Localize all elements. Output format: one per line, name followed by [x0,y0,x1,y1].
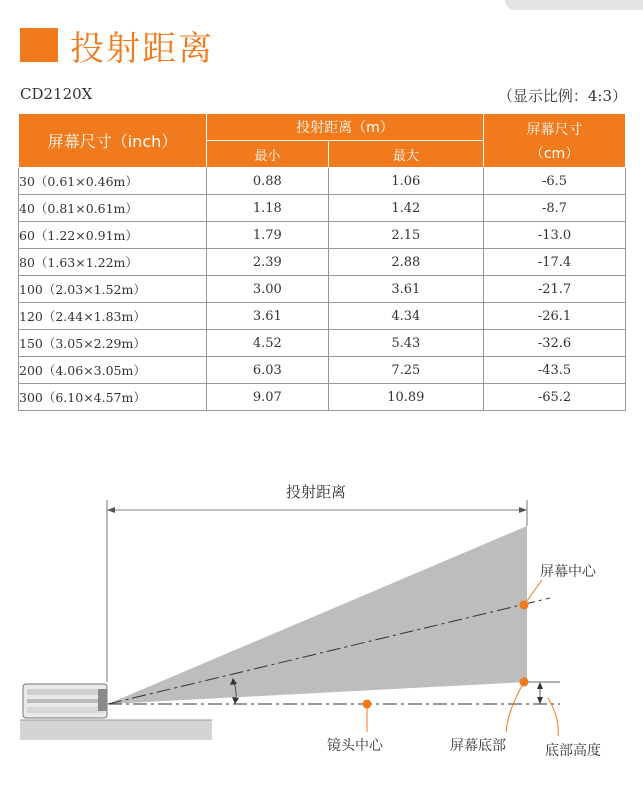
cell-max: 5.43 [328,330,483,357]
dim-arrow-left [107,507,115,513]
page-title: 投射距离 [70,28,214,69]
cell-height: -26.1 [484,303,626,330]
cell-min: 4.52 [207,330,329,357]
cell-max: 1.06 [328,168,483,195]
table-row [19,330,626,357]
cell-height: -6.5 [484,168,626,195]
cell-min: 1.18 [207,195,329,222]
cell-min: 3.00 [207,276,329,303]
cell-size: 300（6.10×4.57m） [19,384,207,411]
cell-size: 150（3.05×2.29m） [19,330,207,357]
cell-min: 0.88 [207,168,329,195]
projection-beam [108,526,527,704]
lens-center-label: 镜头中心 [327,738,383,754]
cell-height: -13.0 [484,222,626,249]
cell-height: -43.5 [484,357,626,384]
table-row [19,384,626,411]
page-header [20,22,214,68]
table-row [19,195,626,222]
cell-max: 2.88 [328,249,483,276]
table-row [19,168,626,195]
cell-max: 1.42 [328,195,483,222]
header-screen-size: 屏幕尺寸（inch） [19,114,207,168]
cell-size: 120（2.44×1.83m） [19,303,207,330]
projector-icon [23,684,107,718]
title-square-icon [20,28,58,62]
corner-tab [505,0,643,10]
table-row [19,357,626,384]
cell-min: 9.07 [207,384,329,411]
height-arrow-bottom [537,697,543,704]
header-max: 最大 [328,141,483,168]
screen-bottom-label: 屏幕底部 [450,738,506,754]
cell-min: 1.79 [207,222,329,249]
cell-size: 200（4.06×3.05m） [19,357,207,384]
header-min: 最小 [207,141,329,168]
leader-screen-bottom [506,682,524,732]
header-height [484,114,626,168]
cell-max: 10.89 [328,384,483,411]
bottom-height-label: 底部高度 [545,743,601,759]
cell-height: -32.6 [484,330,626,357]
header-distance: 投射距离（m） [207,114,484,141]
header-height-line2: （cm） [529,145,580,162]
angle-arrow-bottom [232,697,239,704]
table-row [19,276,626,303]
cell-max: 4.34 [328,303,483,330]
projection-table [18,113,626,411]
cell-height: -17.4 [484,249,626,276]
cell-max: 2.15 [328,222,483,249]
cell-height: -8.7 [484,195,626,222]
screen-center-label: 屏幕中心 [540,564,596,580]
cell-min: 2.39 [207,249,329,276]
cell-size: 80（1.63×1.22m） [19,249,207,276]
table-row [19,222,626,249]
table-row [19,303,626,330]
cell-max: 3.61 [328,276,483,303]
distance-label: 投射距离 [285,483,347,501]
aspect-ratio-note: （显示比例：4:3） [497,87,627,105]
cell-min: 6.03 [207,357,329,384]
projection-diagram [0,470,643,804]
height-arrow-top [537,682,543,689]
cell-min: 3.61 [207,303,329,330]
cell-size: 30（0.61×0.46m） [19,168,207,195]
cell-size: 100（2.03×1.52m） [19,276,207,303]
cell-height: -21.7 [484,276,626,303]
model-name: CD2120X [20,85,93,103]
table-row [19,249,626,276]
cell-height: -65.2 [484,384,626,411]
cell-size: 40（0.81×0.61m） [19,195,207,222]
dim-arrow-right [519,507,527,513]
cell-size: 60（1.22×0.91m） [19,222,207,249]
cell-max: 7.25 [328,357,483,384]
header-height-line1: 屏幕尺寸 [526,121,583,138]
floor-surface [20,720,212,740]
